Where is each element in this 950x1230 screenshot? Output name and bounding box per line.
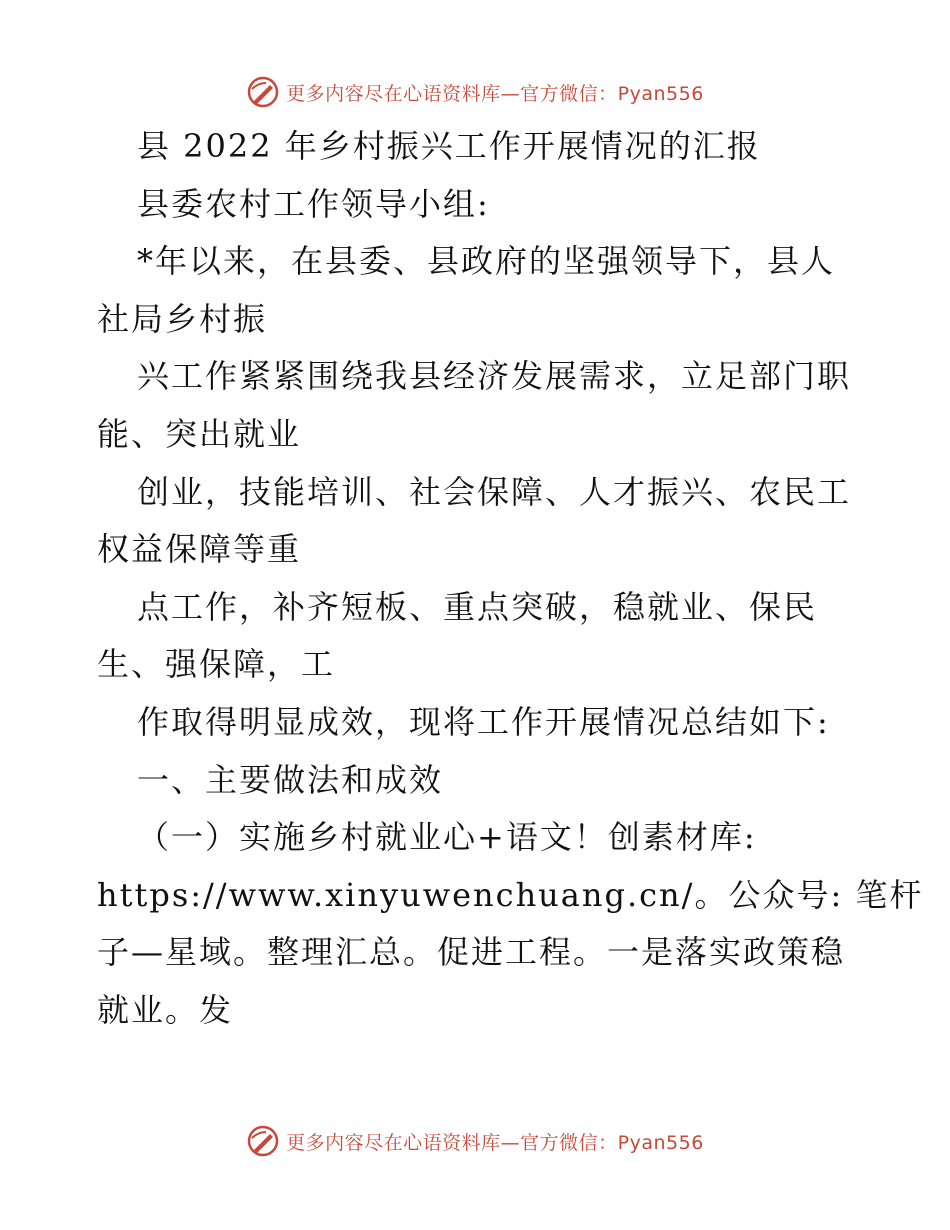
footer-watermark bbox=[0, 1121, 950, 1161]
document-line: 子—星域。整理汇总。促进工程。一是落实政策稳 bbox=[97, 933, 846, 972]
watermark-text: 更多内容尽在心语资料库—官方微信：Pyan556 bbox=[286, 1131, 704, 1154]
document-line: https://www.xinyuwenchuang.cn/。公众号: 笔杆 bbox=[97, 875, 924, 914]
document-line: 社局乡村振 bbox=[97, 299, 268, 338]
document-line: *年以来，在县委、县政府的坚强领导下，县人 bbox=[137, 242, 836, 281]
document-line: （一）实施乡村就业心+语文！创素材库: bbox=[137, 818, 757, 857]
document-line: 权益保障等重 bbox=[97, 530, 302, 569]
document-line: 就业。发 bbox=[97, 990, 234, 1029]
watermark-text: 更多内容尽在心语资料库—官方微信：Pyan556 bbox=[286, 82, 704, 105]
document-body bbox=[97, 118, 924, 1040]
quill-pen-logo-icon bbox=[246, 75, 280, 109]
header-watermark bbox=[0, 72, 950, 112]
document-line: 点工作，补齐短板、重点突破，稳就业、保民 bbox=[137, 587, 818, 626]
document-line: 一、主要做法和成效 bbox=[137, 760, 444, 799]
document-line: 县委农村工作领导小组: bbox=[137, 184, 490, 223]
document-line: 县 2022 年乡村振兴工作开展情况的汇报 bbox=[137, 127, 761, 165]
document-line: 能、突出就业 bbox=[97, 414, 302, 453]
document-line: 创业，技能培训、社会保障、人才振兴、农民工 bbox=[137, 472, 852, 511]
quill-pen-logo-icon bbox=[246, 1124, 280, 1158]
document-line: 生、强保障，工 bbox=[97, 645, 336, 684]
document-line: 兴工作紧紧围绕我县经济发展需求，立足部门职 bbox=[137, 357, 852, 396]
document-line: 作取得明显成效，现将工作开展情况总结如下: bbox=[137, 702, 830, 741]
